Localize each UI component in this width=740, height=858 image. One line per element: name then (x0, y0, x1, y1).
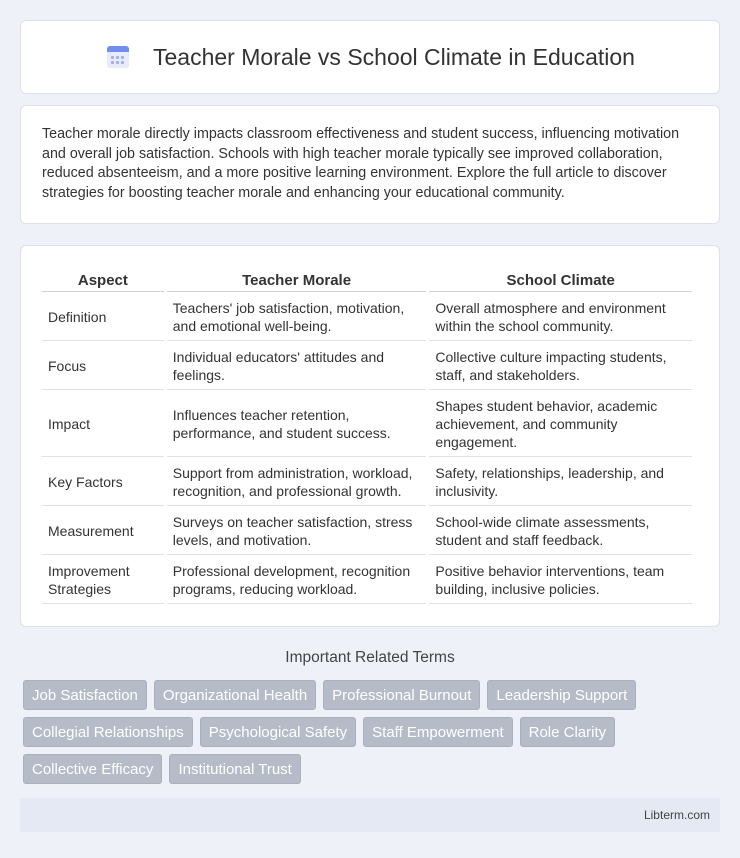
related-terms-list (20, 680, 720, 784)
intro-card (20, 105, 720, 224)
table-cell-school-climate: Collective culture impacting students, staff, and stakeholders. (429, 341, 692, 390)
table-row (42, 555, 692, 604)
related-terms-title: Important Related Terms (285, 649, 455, 666)
table-cell-aspect: Improvement Strategies (42, 555, 164, 604)
related-term-tag[interactable]: Professional Burnout (323, 680, 480, 710)
table-cell-teacher-morale: Influences teacher retention, performance, and student success. (167, 390, 427, 457)
related-term-tag[interactable]: Staff Empowerment (363, 717, 512, 747)
comparison-table-card (20, 245, 720, 627)
table-cell-school-climate: Positive behavior interventions, team building, inclusive policies. (429, 555, 692, 604)
table-cell-aspect: Key Factors (42, 457, 164, 506)
calendar-icon (105, 44, 131, 70)
table-cell-aspect: Definition (42, 292, 164, 341)
table-row (42, 292, 692, 341)
table-cell-school-climate: Shapes student behavior, academic achievement, and community engagement. (429, 390, 692, 457)
table-row (42, 506, 692, 555)
table-cell-school-climate: Overall atmosphere and environment within the school community. (429, 292, 692, 341)
table-cell-teacher-morale: Individual educators' attitudes and feelings. (167, 341, 427, 390)
header-teacher-morale: Teacher Morale (167, 266, 427, 292)
header-aspect: Aspect (42, 266, 164, 292)
page-title: Teacher Morale vs School Climate in Education (153, 43, 635, 70)
title-card (20, 20, 720, 94)
footer (20, 798, 720, 832)
table-cell-teacher-morale: Surveys on teacher satisfaction, stress levels, and motivation. (167, 506, 427, 555)
related-term-tag[interactable]: Collective Efficacy (23, 754, 162, 784)
header-school-climate: School Climate (429, 266, 692, 292)
table-cell-teacher-morale: Teachers' job satisfaction, motivation, and emotional well-being. (167, 292, 427, 341)
related-term-tag[interactable]: Job Satisfaction (23, 680, 147, 710)
related-term-tag[interactable]: Collegial Relationships (23, 717, 193, 747)
comparison-table (39, 266, 695, 604)
footer-brand[interactable]: Libterm.com (643, 808, 710, 822)
intro-text: Teacher morale directly impacts classroom effectiveness and student success, influencing motivation and overall job satisfaction. Schools with high teacher morale typically see improved collaboration, reduced absenteeism, and a more positive learning environment. Explore the full article to discover strategies for boosting teacher morale and enhancing your educational community. (42, 126, 680, 201)
table-cell-teacher-morale: Support from administration, workload, recognition, and professional growth. (167, 457, 427, 506)
related-term-tag[interactable]: Institutional Trust (169, 754, 300, 784)
table-header-row (42, 266, 692, 292)
table-cell-aspect: Focus (42, 341, 164, 390)
table-cell-school-climate: Safety, relationships, leadership, and inclusivity. (429, 457, 692, 506)
table-cell-aspect: Measurement (42, 506, 164, 555)
table-row (42, 457, 692, 506)
table-cell-teacher-morale: Professional development, recognition programs, reducing workload. (167, 555, 427, 604)
table-row (42, 390, 692, 457)
related-term-tag[interactable]: Role Clarity (520, 717, 616, 747)
related-term-tag[interactable]: Psychological Safety (200, 717, 356, 747)
related-term-tag[interactable]: Organizational Health (154, 680, 316, 710)
table-cell-school-climate: School-wide climate assessments, student and staff feedback. (429, 506, 692, 555)
table-cell-aspect: Impact (42, 390, 164, 457)
related-term-tag[interactable]: Leadership Support (487, 680, 636, 710)
table-row (42, 341, 692, 390)
